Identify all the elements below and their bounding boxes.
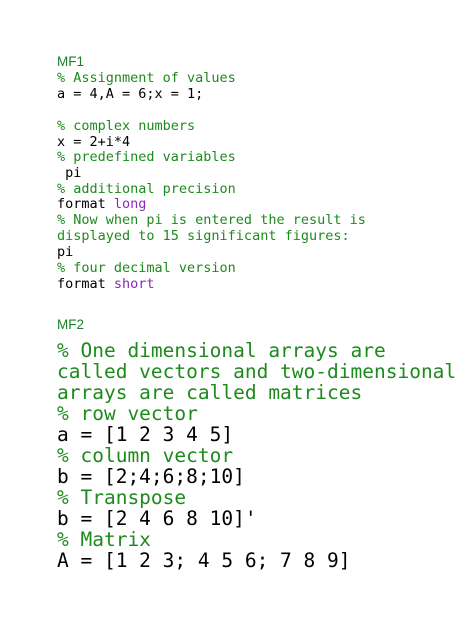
code-line: % complex numbers [57,118,196,134]
code-line: % predefined variables [57,149,236,165]
code-line: % Now when pi is entered the result is [57,212,366,228]
code-line [57,196,146,212]
code-line: % additional precision [57,181,236,197]
code-line: % column vector [57,444,234,467]
keyword-text: short [113,276,155,292]
code-line: % Assignment of values [57,70,236,86]
code-line: a = [1 2 3 4 5] [57,423,234,446]
code-line: called vectors and two-dimensional [57,360,457,383]
code-line: % Transpose [57,486,187,509]
code-line: % Matrix [57,528,151,551]
section1-heading: MF1 [57,54,84,69]
code-line: x = 2+i*4 [57,134,131,150]
code-line: a = 4,A = 6;x = 1; [57,86,204,102]
code-line: b = [2;4;6;8;10] [57,465,245,488]
code-line: % row vector [57,402,198,425]
section2-heading: MF2 [57,317,84,332]
code-line: b = [2 4 6 8 10]' [57,507,257,530]
code-text: format [57,276,114,292]
code-line: A = [1 2 3; 4 5 6; 7 8 9] [57,549,351,572]
code-line: % four decimal version [57,260,236,276]
code-line [57,276,155,292]
code-line: arrays are called matrices [57,381,363,404]
code-line: % One dimensional arrays are [57,339,386,362]
code-line: pi [57,165,82,181]
keyword-text: long [113,196,147,212]
code-line: pi [57,244,74,260]
code-text: format [57,196,114,212]
code-line: displayed to 15 significant figures: [57,228,350,244]
